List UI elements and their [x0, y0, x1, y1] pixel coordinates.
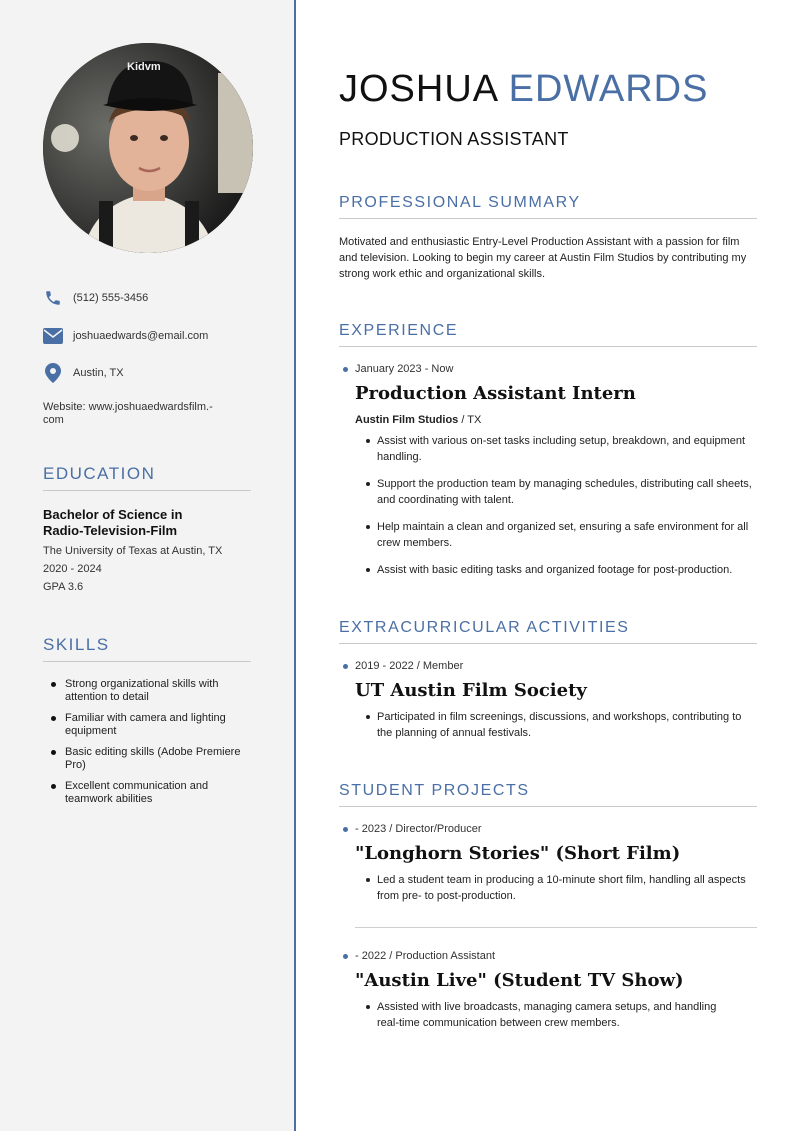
- activities-title: UT Austin Film Society: [355, 680, 587, 701]
- location-text: Austin, TX: [73, 367, 124, 379]
- project-bullets: [355, 999, 773, 1042]
- experience-company: [355, 414, 481, 426]
- bullet-line-1: Assist with various on-set tasks including setup, breakdown, and equipment: [377, 435, 746, 447]
- skill-line-1: Excellent communication and: [65, 780, 209, 792]
- skill-line-2: teamwork abilities: [65, 793, 153, 805]
- project-date-text: - 2023 / Director/Producer: [355, 823, 482, 835]
- summary-line-1: Motivated and enthusiastic Entry-Level Production Assistant with a passion for film: [339, 236, 740, 248]
- skill-item: [43, 712, 258, 738]
- bullet-line-2: real-time communication between crew members.: [377, 1017, 620, 1029]
- skill-item: [43, 780, 258, 806]
- education-school: The University of Texas at Austin, TX: [43, 545, 223, 557]
- activities-date: [343, 660, 463, 672]
- list-item: [355, 872, 773, 904]
- list-item: [355, 999, 773, 1031]
- job-role: PRODUCTION ASSISTANT: [339, 129, 569, 149]
- contact-email[interactable]: [43, 326, 273, 346]
- bullet-line-2: crew members.: [377, 537, 453, 549]
- degree-line-1: Bachelor of Science in: [43, 507, 183, 522]
- experience-date-text: January 2023 - Now: [355, 363, 454, 375]
- website-link[interactable]: [43, 401, 243, 427]
- website-line-1: Website: www.joshuaedwardsfilm.-: [43, 401, 213, 413]
- skill-item: [43, 678, 258, 704]
- timeline-dot: [343, 954, 348, 959]
- list-item: [355, 709, 773, 741]
- skills-list: [43, 678, 258, 814]
- profile-photo: [43, 43, 253, 253]
- profile-photo-illustration: [43, 43, 253, 253]
- bullet-line-1: Participated in film screenings, discussions, and workshops, contributing to: [377, 711, 742, 723]
- degree-line-2: Radio-Television-Film: [43, 523, 178, 538]
- education-heading: EDUCATION: [43, 464, 251, 491]
- location-pin-icon: [43, 363, 63, 383]
- bullet-line-2: from pre- to post-production.: [377, 890, 516, 902]
- timeline-dot: [343, 827, 348, 832]
- bullet-line-2: handling.: [377, 451, 422, 463]
- list-item: [355, 476, 773, 508]
- list-item: [355, 562, 773, 578]
- website-line-2: com: [43, 414, 64, 426]
- summary-text: [339, 234, 764, 282]
- bullet-line-2: the planning of annual festivals.: [377, 727, 532, 739]
- skill-line-1: Familiar with camera and lighting: [65, 712, 226, 724]
- cap-logo-text: Kidvm: [127, 61, 161, 73]
- summary-line-2: and television. Looking to begin my career at Austin Film Studios by contributing my: [339, 252, 747, 264]
- first-name: JOSHUA: [339, 68, 498, 110]
- experience-date: [343, 363, 453, 375]
- phone-text: (512) 555-3456: [73, 292, 149, 304]
- project-date-text: - 2022 / Production Assistant: [355, 950, 496, 962]
- project-separator: [355, 927, 757, 928]
- bullet-line-2: and coordinating with talent.: [377, 494, 514, 506]
- project-date: [343, 950, 495, 962]
- mail-icon: [43, 326, 63, 346]
- full-name: [339, 68, 708, 111]
- experience-title: Production Assistant Intern: [355, 383, 636, 404]
- education-gpa: GPA 3.6: [43, 581, 84, 593]
- skill-line-2: attention to detail: [65, 691, 149, 703]
- timeline-dot: [343, 367, 348, 372]
- project-title: "Austin Live" (Student TV Show): [355, 970, 684, 991]
- skill-line-2: Pro): [65, 759, 86, 771]
- company-name: Austin Film Studios: [355, 414, 459, 426]
- education-degree: [43, 507, 253, 539]
- skill-line-2: equipment: [65, 725, 117, 737]
- projects-heading: STUDENT PROJECTS: [339, 782, 757, 807]
- bullet-line-1: Help maintain a clean and organized set, ensuring a safe environment for all: [377, 521, 749, 533]
- summary-line-3: strong work ethic and organizational skills.: [339, 268, 546, 280]
- company-location: / TX: [458, 414, 482, 426]
- timeline-dot: [343, 664, 348, 669]
- phone-icon: [43, 288, 63, 308]
- summary-heading: PROFESSIONAL SUMMARY: [339, 194, 757, 219]
- email-text: joshuaedwards@email.com: [73, 330, 209, 342]
- project-title: "Longhorn Stories" (Short Film): [355, 843, 681, 864]
- contact-phone[interactable]: [43, 288, 273, 308]
- activities-bullets: [355, 709, 773, 752]
- project-date: [343, 823, 482, 835]
- experience-heading: EXPERIENCE: [339, 322, 757, 347]
- list-item: [355, 433, 773, 465]
- skill-line-1: Basic editing skills (Adobe Premiere: [65, 746, 241, 758]
- bullet-line-1: Assist with basic editing tasks and organized footage for post-production.: [377, 564, 733, 576]
- list-item: [355, 519, 773, 551]
- experience-bullets: [355, 433, 773, 589]
- skills-heading: SKILLS: [43, 635, 251, 662]
- last-name: EDWARDS: [508, 68, 709, 110]
- vertical-divider: [294, 0, 296, 1131]
- contact-location: [43, 363, 273, 383]
- bullet-line-1: Support the production team by managing schedules, distributing call sheets,: [377, 478, 752, 490]
- education-years: 2020 - 2024: [43, 563, 102, 575]
- project-bullets: [355, 872, 773, 915]
- activities-heading: EXTRACURRICULAR ACTIVITIES: [339, 619, 757, 644]
- activities-date-text: 2019 - 2022 / Member: [355, 660, 464, 672]
- bullet-line-1: Assisted with live broadcasts, managing camera setups, and handling: [377, 1001, 717, 1013]
- skill-line-1: Strong organizational skills with: [65, 678, 219, 690]
- bullet-line-1: Led a student team in producing a 10-minute short film, handling all aspects: [377, 874, 746, 886]
- skill-item: [43, 746, 258, 772]
